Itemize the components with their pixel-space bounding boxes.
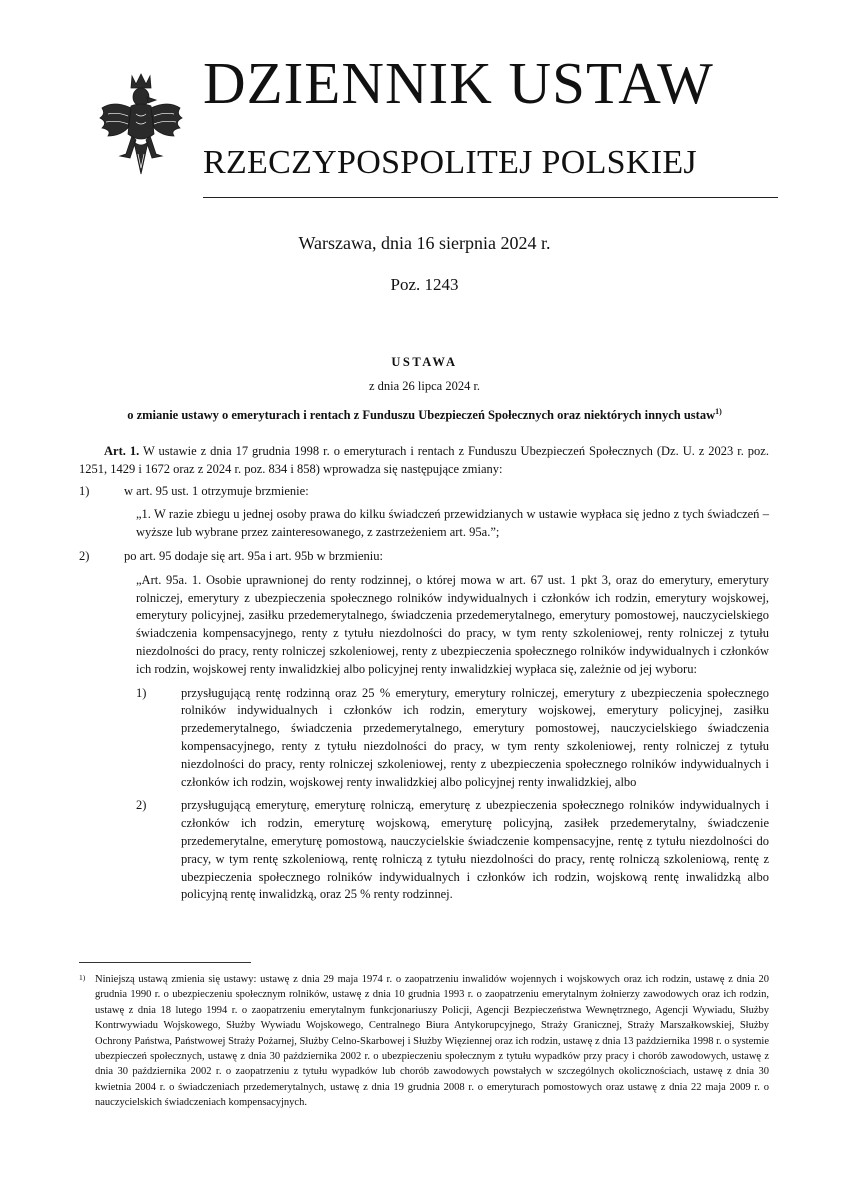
sub-item-text: przysługującą rentę rodzinną oraz 25 % emerytury, emerytury rolniczej, emerytury z ubezpieczenia społecznego rolników indywidualnych i członków ich rodzin, emerytury wojskowej, emerytury policyjnej, zasiłku przedemerytalnego, świadczenia przedemerytalnego, emerytury pomostowej, nauczycielskiego świadczenia kompensacyjnego, renty z tytułu niezdolności do pracy, w tym renty szkoleniowej, renty rolniczej z tytułu niezdolności do pracy, renty rolniczej szkoleniowej, renty z ubezpieczenia społecznego rolników indywidualnych i członków ich rodzin, wojskowej renty inwalidzkiej albo policyjnej renty inwalidzkiej, albo [181,685,769,789]
sub-item-number: 2) [136,798,147,813]
journal-title: DZIENNIK USTAW [203,50,714,116]
sub-list-item [79,685,769,792]
sub-item-text: przysługującą emeryturę, emeryturę rolniczą, emeryturę z ubezpieczenia społecznego rolników indywidualnych i członków ich rodzin, emeryturę wojskową, emeryturę policyjną, zasiłek przedemerytalny, świadczenie przedemerytalne, emeryturę pomostową, nauczycielskie świadczenie kompensacyjne, rentę z tytułu niezdolności do pracy, w tym rentę szkoleniową, rentę rolniczą z tytułu niezdolności do pracy, rentę rolniczą szkoleniową, rentę z ubezpieczenia społecznego rolników indywidualnych i członków ich rodzin, wojskową rentę inwalidzką albo policyjną rentę inwalidzką, oraz 25 % renty rodzinnej. [181,798,769,902]
list-item [79,483,769,501]
item-text: po art. 95 dodaje się art. 95a i art. 95b w brzmieniu: [124,548,383,563]
item-number: 2) [79,548,90,563]
footnote-text: Niniejszą ustawą zmienia się ustawy: ustawę z dnia 29 maja 1974 r. o zaopatrzeniu inwalidów wojennych i wojskowych oraz ich rodzin, ustawę z dnia 20 grudnia 1990 r. o ubezpieczeniu społecznym rolników, ustawę z dnia 10 grudnia 1993 r. o zaopatrzeniu emerytalnym żołnierzy zawodowych oraz ich rodzin, ustawę z dnia 18 lutego 1994 r. o zaopatrzeniu emerytalnym funkcjonariuszy Policji, Agencji Bezpieczeństwa Wewnętrznego, Agencji Wywiadu, Służby Kontrwywiadu Wojskowego, Służby Wywiadu Wojskowego, Centralnego Biura Antykorupcyjnego, Straży Granicznej, Straży Marszałkowskiej, Służby Ochrony Państwa, Państwowej Straży Pożarnej, Służby Celno-Skarbowej i Służby Więziennej oraz ich rodzin, ustawę z dnia 13 października 1998 r. o systemie ubezpieczeń społecznych, ustawę z dnia 30 października 2002 r. o ubezpieczeniu społecznym z tytułu wypadków przy pracy i chorób zawodowych, ustawę z dnia 30 października 2002 r. o zaopatrzeniu z tytułu wypadków lub chorób zawodowych powstałych w szczególnych okolicznościach, ustawę z dnia 30 kwietnia 2004 r. o świadczeniach przedemerytalnych, ustawę z dnia 19 grudnia 2008 r. o emeryturach pomostowych oraz ustawę z dnia 22 maja 2009 r. o nauczycielskich świadczeniach kompensacyjnych. [95,974,769,1109]
footnote-ref[interactable]: 1) [715,407,722,416]
item-number: 1) [79,483,90,498]
item-text: w art. 95 ust. 1 otrzymuje brzmienie: [124,483,309,498]
sub-list-item [79,797,769,904]
article-1 [79,443,769,479]
article-1-text: W ustawie z dnia 17 grudnia 1998 r. o emeryturach i rentach z Funduszu Ubezpieczeń Społecznych (Dz. U. z 2023 r. poz. 1251, 1429 i 1672 oraz z 2024 r. poz. 834 i 858) wprowadza się następujące zmiany: [79,444,769,476]
quoted-provision: „Art. 95a. 1. Osobie uprawnionej do renty rodzinnej, o której mowa w art. 67 ust. 1 pkt 3, oraz do emerytury, emerytury rolniczej, emerytury z ubezpieczenia społecznego rolników indywidualnych i członków ich rodzin, emerytury wojskowej, emerytury policyjnej, zasiłku przedemerytalnego, świadczenia przedemerytalnego, emerytury pomostowej, nauczycielskiego świadczenia kompensacyjnego, renty z tytułu niezdolności do pracy, w tym renty szkoleniowej, renty rolniczej z tytułu niezdolności do pracy, renty rolniczej szkoleniowej, renty z ubezpieczenia społecznego rolników indywidualnych i członków ich rodzin, wojskowej renty inwalidzkiej albo policyjnej renty inwalidzkiej wypłaca się, zależnie od jej wyboru: [136,572,769,676]
article-1-label: Art. 1. [104,444,140,458]
quoted-provision: „1. W razie zbiegu u jednej osoby prawa do kilku świadczeń przewidzianych w ustawie wypłaca się jedno z tych świadczeń – wyższe lub wybrane przez zainteresowanego, z zastrzeżeniem art. 95a.”; [136,507,769,540]
footnote-number: 1) [79,973,86,982]
act-body [79,443,769,910]
list-item [79,548,769,566]
footnote-divider [79,962,251,963]
polish-eagle-emblem-icon [96,70,186,182]
footnote [79,972,769,1111]
header-divider [203,197,778,198]
sub-item-number: 1) [136,685,147,700]
journal-subtitle: RZECZYPOSPOLITEJ POLSKIEJ [203,144,697,181]
act-type: USTAWA [391,355,458,369]
publication-place-date: Warszawa, dnia 16 sierpnia 2024 r. [298,233,551,253]
publication-position: Poz. 1243 [390,275,459,294]
act-title: o zmianie ustawy o emeryturach i rentach z Funduszu Ubezpieczeń Społecznych oraz niektórych innych ustaw$^{1)}$ [127,407,722,423]
act-date: z dnia 26 lipca 2024 r. [368,379,481,393]
